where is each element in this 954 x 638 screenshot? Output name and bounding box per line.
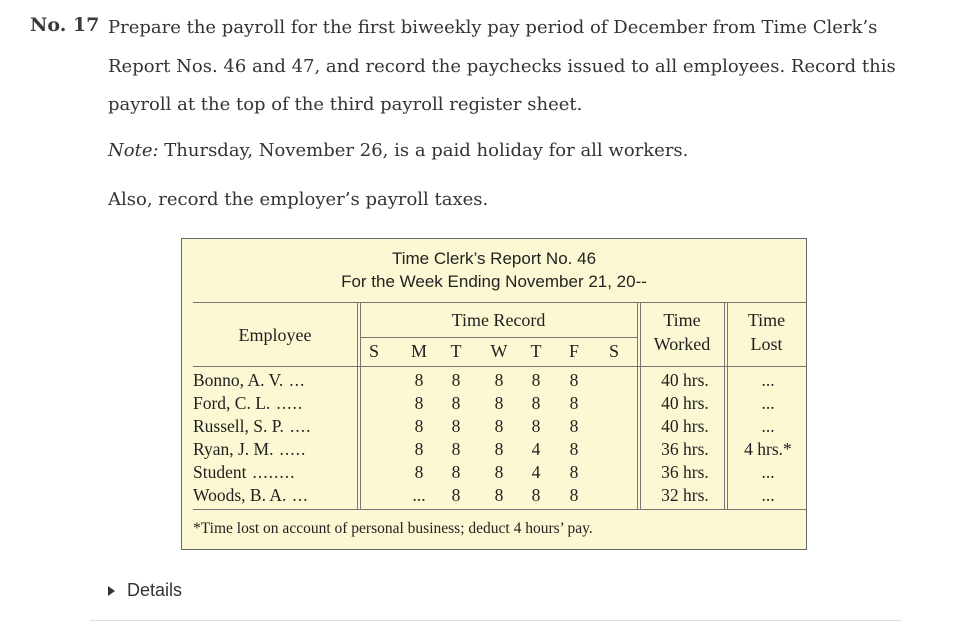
employee-name-text: Bonno, A. V. xyxy=(193,370,284,390)
problem-also: Also, record the employer’s payroll taxes. xyxy=(108,189,489,210)
hours-cell: 8 xyxy=(451,416,461,436)
hours-cell: 8 xyxy=(569,485,579,505)
time-worked-cell: 36 hrs. xyxy=(661,462,709,482)
details-label: Details xyxy=(127,580,183,600)
time-lost-header: Time xyxy=(747,310,786,330)
hours-cell: 8 xyxy=(531,416,541,436)
day-header: S xyxy=(608,341,619,361)
time-lost-cell: ... xyxy=(761,416,775,436)
hours-cell: ... xyxy=(412,485,426,505)
hours-cell: 8 xyxy=(494,416,504,436)
report-title: Time Clerk’s Report No. 46 xyxy=(391,249,597,268)
time-lost-cell: ... xyxy=(761,485,775,505)
problem-note xyxy=(108,134,908,168)
time-lost-header: Lost xyxy=(750,334,783,354)
time-worked-cell: 40 hrs. xyxy=(661,393,709,413)
hours-cell: 8 xyxy=(451,439,461,459)
note-text: Thursday, November 26, is a paid holiday for all workers. xyxy=(158,140,689,161)
employee-name xyxy=(193,439,306,460)
col-divider xyxy=(360,302,361,509)
hours-cell: 8 xyxy=(569,416,579,436)
header-bottom-rule xyxy=(193,366,806,367)
hours-cell: 4 xyxy=(531,439,541,459)
hours-cell: 8 xyxy=(494,370,504,390)
leader-dots: ... xyxy=(292,485,309,505)
employee-name-text: Russell, S. P. xyxy=(193,416,284,436)
leader-dots: ........ xyxy=(252,462,296,482)
time-lost-cell: ... xyxy=(761,370,775,390)
time-worked-header: Time xyxy=(663,310,701,330)
hours-cell: 8 xyxy=(414,462,424,482)
hours-cell: 8 xyxy=(494,462,504,482)
hours-cell: 8 xyxy=(569,393,579,413)
disclosure-triangle-icon xyxy=(108,586,115,596)
hours-cell: 8 xyxy=(451,370,461,390)
problem-instruction: Prepare the payroll for the first biweekly pay period of December from Time Clerk’s Report Nos. 46 and 47, and record the paychecks issued to all employees. Record this payroll at the top of the third payroll register sheet. xyxy=(108,17,896,115)
time-record-header: Time Record xyxy=(451,310,546,330)
day-header: M xyxy=(410,341,427,361)
time-worked-cell: 36 hrs. xyxy=(661,439,709,459)
hours-cell: 8 xyxy=(494,393,504,413)
employee-name-text: Ford, C. L. xyxy=(193,393,271,413)
col-divider xyxy=(637,302,638,509)
employee-name xyxy=(193,416,311,437)
hours-cell: 8 xyxy=(451,462,461,482)
time-worked-cell: 40 hrs. xyxy=(661,416,709,436)
day-header: F xyxy=(568,341,579,361)
time-worked-cell: 40 hrs. xyxy=(661,370,709,390)
col-divider xyxy=(357,302,358,509)
employee-name xyxy=(193,485,309,506)
hours-cell: 8 xyxy=(531,393,541,413)
hours-cell: 8 xyxy=(414,370,424,390)
hours-cell: 8 xyxy=(531,370,541,390)
employee-name xyxy=(193,370,305,391)
day-header: S xyxy=(368,341,379,361)
hours-cell: 8 xyxy=(569,370,579,390)
hours-cell: 8 xyxy=(494,439,504,459)
hours-cell: 8 xyxy=(451,393,461,413)
hours-cell: 8 xyxy=(569,439,579,459)
time-lost-cell: ... xyxy=(761,393,775,413)
employee-header: Employee xyxy=(238,325,312,345)
day-header: W xyxy=(490,341,508,361)
note-label: Note: xyxy=(108,140,159,161)
leader-dots: ..... xyxy=(279,439,307,459)
leader-dots: ..... xyxy=(276,393,304,413)
hours-cell: 4 xyxy=(531,462,541,482)
employee-name-text: Student xyxy=(193,462,247,482)
employee-name-text: Woods, B. A. xyxy=(193,485,287,505)
body-bottom-rule xyxy=(193,509,806,510)
hours-cell: 8 xyxy=(451,485,461,505)
time-lost-cell: 4 hrs.* xyxy=(744,439,792,459)
divider xyxy=(90,620,901,621)
report-subtitle: For the Week Ending November 21, 20-- xyxy=(341,272,647,291)
time-worked-cell: 32 hrs. xyxy=(661,485,709,505)
hours-cell: 8 xyxy=(531,485,541,505)
report-footnote: *Time lost on account of personal business; deduct 4 hours’ pay. xyxy=(193,520,593,537)
hours-cell: 8 xyxy=(494,485,504,505)
leader-dots: .... xyxy=(289,416,312,436)
details-toggle[interactable] xyxy=(108,580,182,601)
hours-cell: 8 xyxy=(414,393,424,413)
day-header: T xyxy=(450,341,462,361)
leader-dots: ... xyxy=(289,370,306,390)
day-header: T xyxy=(530,341,542,361)
problem-number: No. 17 xyxy=(30,14,100,36)
employee-name-text: Ryan, J. M. xyxy=(193,439,274,459)
hours-cell: 8 xyxy=(414,416,424,436)
hours-cell: 8 xyxy=(569,462,579,482)
time-lost-cell: ... xyxy=(761,462,775,482)
employee-name xyxy=(193,462,295,483)
time-worked-header: Worked xyxy=(653,334,711,354)
employee-name xyxy=(193,393,303,414)
hours-cell: 8 xyxy=(414,439,424,459)
time-record-sub-rule xyxy=(360,337,637,338)
time-clerk-report xyxy=(181,238,807,550)
header-top-rule xyxy=(193,302,806,303)
